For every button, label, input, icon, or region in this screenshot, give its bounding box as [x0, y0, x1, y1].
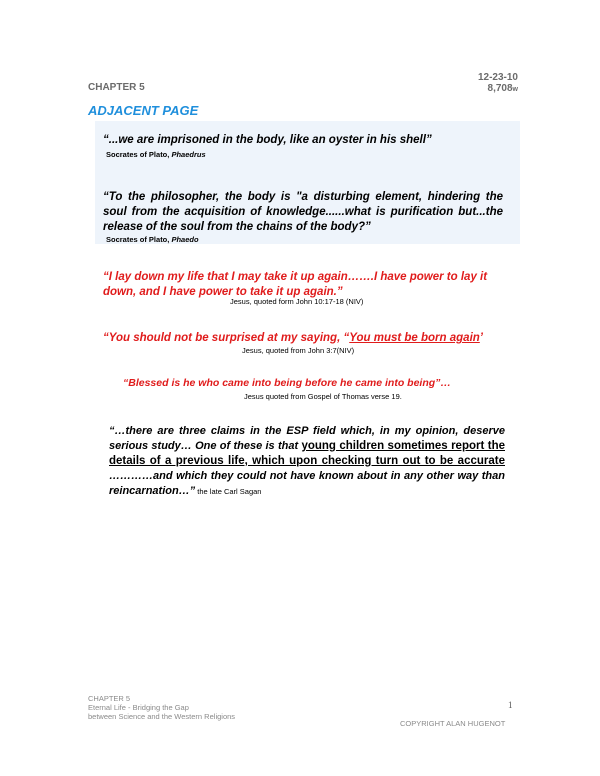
attribution-john-3: Jesus, quoted from John 3:7(NIV): [242, 346, 355, 355]
quote-text-before: “You should not be surprised at my saying, “: [103, 332, 350, 344]
attribution-work: Phaedo: [171, 235, 199, 244]
quote-john-10: “I lay down my life that I may take it up again…….I have power to lay it down, and I have power to take it up again.”: [103, 271, 488, 298]
quote-text-underlined: young children sometimes report the details of a previous life, which upon checking turn out to be accurate: [109, 440, 505, 467]
section-title: ADJACENT PAGE: [88, 103, 199, 118]
attribution-work: Phaedrus: [171, 150, 206, 159]
header-meta: [458, 72, 518, 95]
quote-sagan: [109, 424, 505, 499]
quote-john-3: [103, 331, 523, 346]
quote-text-underlined: You must be born again: [349, 332, 480, 344]
word-count-unit: w: [512, 86, 518, 93]
attribution-john-10: Jesus, quoted form John 10:17-18 (NIV): [230, 297, 364, 306]
attribution-prefix: Socrates of Plato,: [106, 150, 172, 159]
quote-phaedo: “To the philosopher, the body is "a disturbing element, hindering the soul from the acquisition of knowledge......what is purification but...the release of the soul from the chains of the body?”: [103, 191, 503, 233]
attribution-phaedrus: [106, 150, 206, 159]
attribution-phaedo: [106, 235, 199, 244]
word-count-value: 8,708: [487, 83, 513, 94]
attribution-thomas: Jesus quoted from Gospel of Thomas verse 19.: [244, 392, 402, 401]
page-number: 1: [508, 700, 513, 710]
quote-phaedrus: “...we are imprisoned in the body, like an oyster in his shell”: [103, 134, 432, 146]
header-date: 12-23-10: [477, 72, 518, 83]
quote-text-after: ’: [479, 332, 483, 344]
footer-chapter: CHAPTER 5: [88, 694, 131, 703]
attribution-sagan: the late Carl Sagan: [195, 487, 262, 496]
quote-text-before: “…there are three claims in the ESP field which, in my opinion, deserve serious study… One of these is that: [109, 425, 505, 452]
footer-book-info: [88, 694, 235, 721]
footer-subtitle: between Science and the Western Religions: [88, 712, 236, 721]
quote-thomas: “Blessed is he who came into being before he came into being”…: [123, 377, 451, 389]
header-chapter: CHAPTER 5: [88, 82, 145, 93]
header-word-count: [458, 83, 518, 95]
quote-text-after: …………and which they could not have known about in any other way than reincarnation…”: [109, 470, 505, 497]
copyright: COPYRIGHT ALAN HUGENOT: [400, 719, 506, 728]
footer-title: Eternal Life - Bridging the Gap: [88, 703, 189, 712]
attribution-prefix: Socrates of Plato,: [106, 235, 172, 244]
